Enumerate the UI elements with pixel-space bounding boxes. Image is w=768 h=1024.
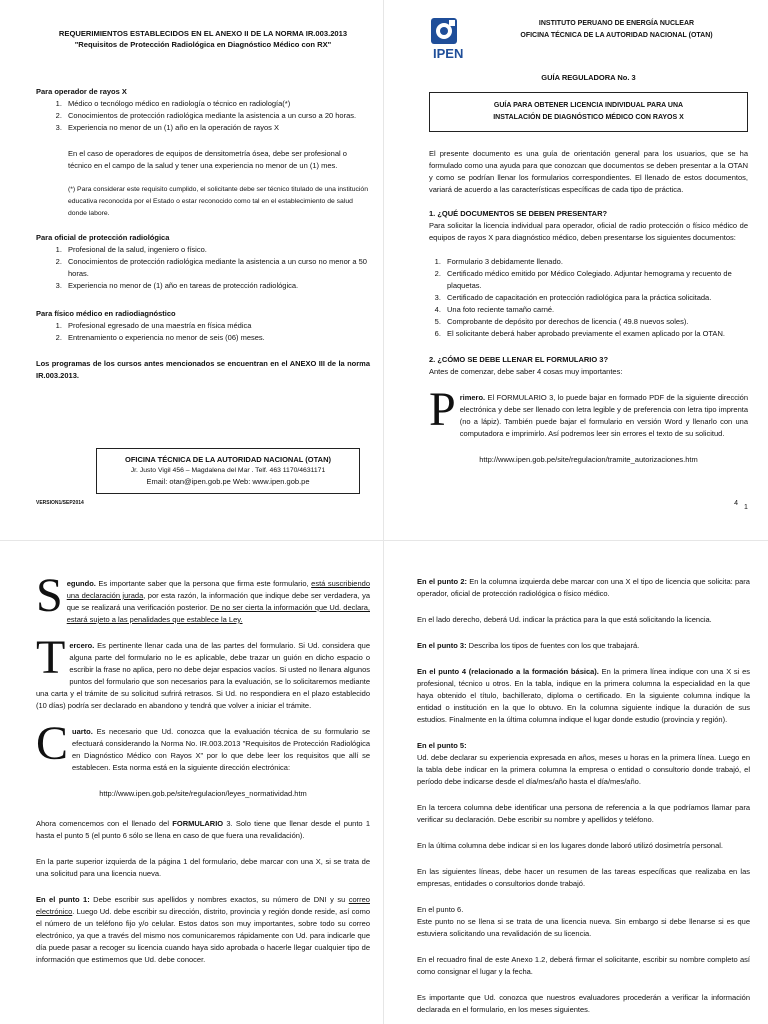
guide-box-line: INSTALACIÓN DE DIAGNÓSTICO MÉDICO CON RAYOS X — [493, 114, 684, 121]
contact-box — [96, 448, 360, 494]
section-heading-medical-physicist: Para físico médico en radiodiagnóstico — [36, 309, 176, 318]
cuarto-lead: uarto. — [72, 727, 93, 736]
list-item: 6. El solicitante deberá haber aprobado previamente el examen aplicado por la OTAN. — [443, 328, 748, 340]
cuarto-paragraph: Cuarto. Es necesario que Ud. conozca que la evaluación técnica de su formulario se efectuará considerando la Norma No. IR.003.2013 "Requisitos de Protección Radiológica en Diagnóstico Médico con Rayos X" por lo que debe leer los requisitos que allí se establecen. Esta norma está en la siguiente dirección electrónica: — [36, 717, 370, 772]
primero-text: El FORMULARIO 3, lo puede bajar en formado PDF de la siguiente dirección electrónica y debe ser llenado con letra legible y de preferencia con letra tipo imprenta (no a lápiz). También puede bajar el formulario en versión Word y llenarlo con una computadora e imprimirlo. Así podremos leer sin errores el texto de su solicitud. — [459, 393, 748, 438]
following-lines-paragraph: En las siguientes líneas, debe hacer un resumen de las tareas específicas que realizaba en las empresas, entidades o consultorios donde trabajó. — [417, 867, 750, 888]
list-item: 3. Experiencia no menor de un (1) año en la operación de rayos X — [64, 122, 370, 134]
segundo-lead: egundo. — [66, 579, 96, 588]
punto2-paragraph: En el punto 2: En la columna izquierda debe marcar con una X el tipo de licencia que solicita: para operador, oficial de protección radiológica o físico médico. — [417, 577, 750, 598]
list-item: 3. Certificado de capacitación en protección radiológica para la práctica solicitada. — [443, 292, 748, 304]
densitometry-note: En el caso de operadores de equipos de densitometría ósea, debe ser profesional o técnico en el campo de la salud y tener una experiencia no menor de un (1) mes. — [68, 149, 347, 170]
question1-text: Para solicitar la licencia individual para operador, oficial de radio protección o físico médico de equipos de rayos X para diagnóstico médico, deben presentarse los siguientes documentos: — [429, 221, 748, 242]
final-box-paragraph: En el recuadro final de este Anexo 1.2, deberá firmar el solicitante, escribir su nombre completo así como consignar el lugar y la fecha. — [417, 955, 750, 976]
institution-block — [485, 14, 748, 42]
list-item: 2. Conocimientos de protección radiológica mediante la asistencia a un curso no menor a 50 horas. — [64, 256, 370, 280]
punto3-lead: En el punto 3: — [417, 641, 467, 650]
ipen-logo-icon — [429, 14, 485, 60]
question1-heading: 1. ¿QUÉ DOCUMENTOS SE DEBEN PRESENTAR? — [429, 209, 608, 218]
list-item: 2. Conocimientos de protección radiológica mediante la asistencia a un curso a 20 horas. — [64, 110, 370, 122]
guide-subject-box — [429, 92, 748, 132]
page-number: 1 — [744, 504, 748, 511]
guide-box-line: GUÍA PARA OBTENER LICENCIA INDIVIDUAL PARA UNA — [493, 102, 684, 109]
contact-address: Jr. Justo Vigil 456 – Magdalena del Mar . Telf. 463 1170/4631171 — [130, 467, 326, 474]
right-side-paragraph: En el lado derecho, deberá Ud. indicar la práctica para la que está solicitando la licencia. — [417, 615, 712, 624]
list-item: 2. Certificado médico emitido por Médico Colegiado. Adjuntar hemograma y recuento de plaquetas. — [443, 268, 748, 292]
list-item: 3. Experiencia no menor de (1) año en tareas de protección radiológica. — [64, 280, 370, 292]
logo-text: IPEN — [433, 46, 464, 60]
page-instructions-1 — [0, 540, 384, 1024]
section-heading-operator: Para operador de rayos X — [36, 87, 127, 96]
page-guide-cover — [384, 0, 768, 540]
list-item: 1. Profesional de la salud, ingeniero o físico. — [64, 244, 370, 256]
punto1-lead: En el punto 1: — [36, 895, 90, 904]
punto6-lead: En el punto 6. — [417, 905, 464, 914]
documents-list — [429, 256, 748, 340]
header — [429, 14, 748, 60]
norm-link[interactable]: http://www.ipen.gob.pe/site/regulacion/leyes_normatividad.htm — [99, 789, 307, 798]
contact-title: OFICINA TÉCNICA DE LA AUTORIDAD NACIONAL (OTAN) — [125, 455, 331, 464]
punto1-paragraph: En el punto 1: Debe escribir sus apellidos y nombres exactos, su número de DNI y su correo electrónico. Luego Ud. debe escribir su dirección, distrito, provincia y región donde reside, así como el número de un teléfono fijo y/o celular. Estos datos son muy importantes, sobre todo su correo electrónico, ya que a través del mismo nos comunicaremos rápidamente con Ud. para indicarle que día puede pasar a recoger su licencia cuando haya sido aprobada o hacerle llegar cualquier tipo de información que estimemos que Ud. debe conocer. — [36, 895, 370, 964]
list-item: 1. Profesional egresado de una maestría en física médica — [64, 320, 370, 332]
contact-email-web: Email: otan@ipen.gob.pe Web: www.ipen.gob.pe — [146, 477, 310, 486]
punto2-lead: En el punto 2: — [417, 577, 468, 586]
intro-paragraph: El presente documento es una guía de orientación general para los usuarios, que se ha formulado como una ayuda para que conozcan que documentos se deben presentar a la OTAN y como se podrían llenar los formularios correspondientes. El llenado de estos documentos, variará de acuerdo a las características específicas de cada tipo de práctica. — [429, 149, 748, 194]
dropcap: T — [36, 631, 66, 684]
segundo-paragraph: Segundo. Es importante saber que la persona que firma este formulario, está suscribiendo una declaración jurada, por esta razón, la información que indique debe ser verdadera, ya que se realizará una verificación posterior. De no ser cierta la información que Ud. declara, estará sujeto a las penalidades que establece la Ley. — [36, 569, 370, 624]
list-item: 4. Una foto reciente tamaño carné. — [443, 304, 748, 316]
last-column-paragraph: En la última columna debe indicar si en los lugares donde laboró utilizó dosimetría personal. — [417, 841, 724, 850]
physicist-requirements-list — [36, 320, 370, 344]
dropcap: S — [36, 569, 63, 622]
version-label: VERSION1/SEP2014 — [36, 500, 84, 506]
requirements-title: REQUERIMIENTOS ESTABLECIDOS EN EL ANEXO II DE LA NORMA IR.003.2013 "Requisitos de Protección Radiológica en Diagnóstico Médico con RX" — [58, 29, 348, 49]
section-heading-radiation-officer: Para oficial de protección radiológica — [36, 233, 170, 242]
primero-paragraph — [429, 383, 748, 440]
institute-name: INSTITUTO PERUANO DE ENERGÍA NUCLEAR — [538, 20, 695, 27]
dropcap: C — [36, 717, 69, 770]
punto6-paragraph: En el punto 6. Este punto no se llena si se trata de una licencia nueva. Sin embargo si debe llenarse si es que estuviera solicitando una revalidación de su licencia. — [417, 905, 750, 938]
underlined-text: De no ser cierta la información que Ud. declara, estará sujeto a las penalidades que establece la Ley. — [66, 603, 370, 624]
page-number: 4 — [734, 500, 738, 507]
list-item: 1. Médico o tecnólogo médico en radiología o técnico en radiología(*) — [64, 98, 370, 110]
operator-requirements-list — [36, 98, 370, 134]
tercero-lead: ercero. — [69, 641, 95, 650]
top-left-paragraph: En la parte superior izquierda de la página 1 del formulario, debe marcar con una X, si se trata de una solicitud para una licencia nueva. — [36, 857, 370, 878]
office-name: OFICINA TÉCNICA DE LA AUTORIDAD NACIONAL (OTAN) — [520, 32, 713, 39]
officer-requirements-list — [36, 244, 370, 292]
dropcap: P — [429, 383, 456, 436]
punto5-paragraph: En el punto 5: Ud. debe declarar su experiencia expresada en años, meses u horas en la primera línea. Luego en la tabla debe indicar en la primera columna la empresa o entidad o consultorio donde trabajó, el período debe indicarse desde el día/mes/año hasta el día/mes/año. — [417, 741, 750, 786]
footnote: (*) Para considerar este requisito cumplido, el solicitante debe ser técnico titulado de una institución educativa reconocida por el Estado o estar reconocido como tal en el establecimiento de salud donde labore. — [68, 186, 368, 217]
ipen-logo — [429, 14, 485, 60]
guide-title: GUÍA REGULADORA No. 3 — [541, 73, 636, 82]
third-column-paragraph: En la tercera columna debe identificar una persona de referencia a la que podríamos llamar para verificar su declaración. Debe escribir su nombre y apellidos y teléfono. — [417, 803, 750, 824]
question2-text: Antes de comenzar, debe saber 4 cosas muy importantes: — [429, 367, 623, 376]
underlined-text: está suscribiendo una declaración jurada — [66, 579, 370, 600]
ahora-paragraph: Ahora comencemos con el llenado del FORMULARIO 3. Solo tiene que llenar desde el punto 1 hasta el punto 5 (el punto 6 sólo se llena en caso de que fuera una revalidación). — [36, 819, 370, 840]
list-item: 5. Comprobante de depósito por derechos de licencia ( 49.8 nuevos soles). — [443, 316, 748, 328]
list-item: 1. Formulario 3 debidamente llenado. — [443, 256, 748, 268]
page-requirements — [0, 0, 384, 540]
primero-lead: rimero. — [459, 393, 486, 402]
underlined-text: correo electrónico — [36, 895, 370, 916]
verification-paragraph: Es importante que Ud. conozca que nuestros evaluadores procederán a verificar la información declarada en el formulario, en los meses siguientes. — [417, 993, 750, 1014]
punto4-paragraph: En el punto 4 (relacionado a la formación básica). En la primera línea indique con una X si es profesional, técnico u otros. En la tabla, indique en la primera columna la especialidad en la que haya obtenido el título, bachillerato, diploma o certificado. En la siguiente columna indique la entidad o institución en la que lo obtuvo. En la columna siguiente indique la duración de sus estudios. Finalmente en la última columna indique el lugar donde estudio (provincia y región). — [417, 667, 750, 724]
tercero-paragraph: Tercero. Es pertinente llenar cada una de las partes del formulario. Si Ud. considera que alguna parte del formulario no le es aplicable, debe trazar un guión en dicho espacio o escribir la frase no aplica, pero no debe dejar espacios vacíos. Si usted no llenara algunos puntos del formulario que son necesarios para la evaluación, se lo solicitaremos mediante una carta y el trámite de su solicitud sufrirá retrasos. Si Ud. no respondiera en el plazo establecido (10 días) podría ser declarado en abandono y tendrá que volver a iniciar el trámite. — [36, 631, 370, 710]
form-download-link[interactable]: http://www.ipen.gob.pe/site/regulacion/tramite_autorizaciones.htm — [479, 455, 698, 464]
punto4-lead: En el punto 4 (relacionado a la formación básica). — [417, 667, 599, 676]
list-item: 2. Entrenamiento o experiencia no menor de seis (06) meses. — [64, 332, 370, 344]
punto5-lead: En el punto 5: — [417, 741, 467, 750]
punto3-paragraph: En el punto 3: Describa los tipos de fuentes con los que trabajará. — [417, 641, 640, 650]
question2-heading: 2. ¿CÓMO SE DEBE LLENAR EL FORMULARIO 3? — [429, 355, 609, 364]
programs-note: Los programas de los cursos antes mencionados se encuentran en el ANEXO III de la norma IR.003.2013. — [36, 359, 370, 380]
page-instructions-2 — [384, 540, 768, 1024]
